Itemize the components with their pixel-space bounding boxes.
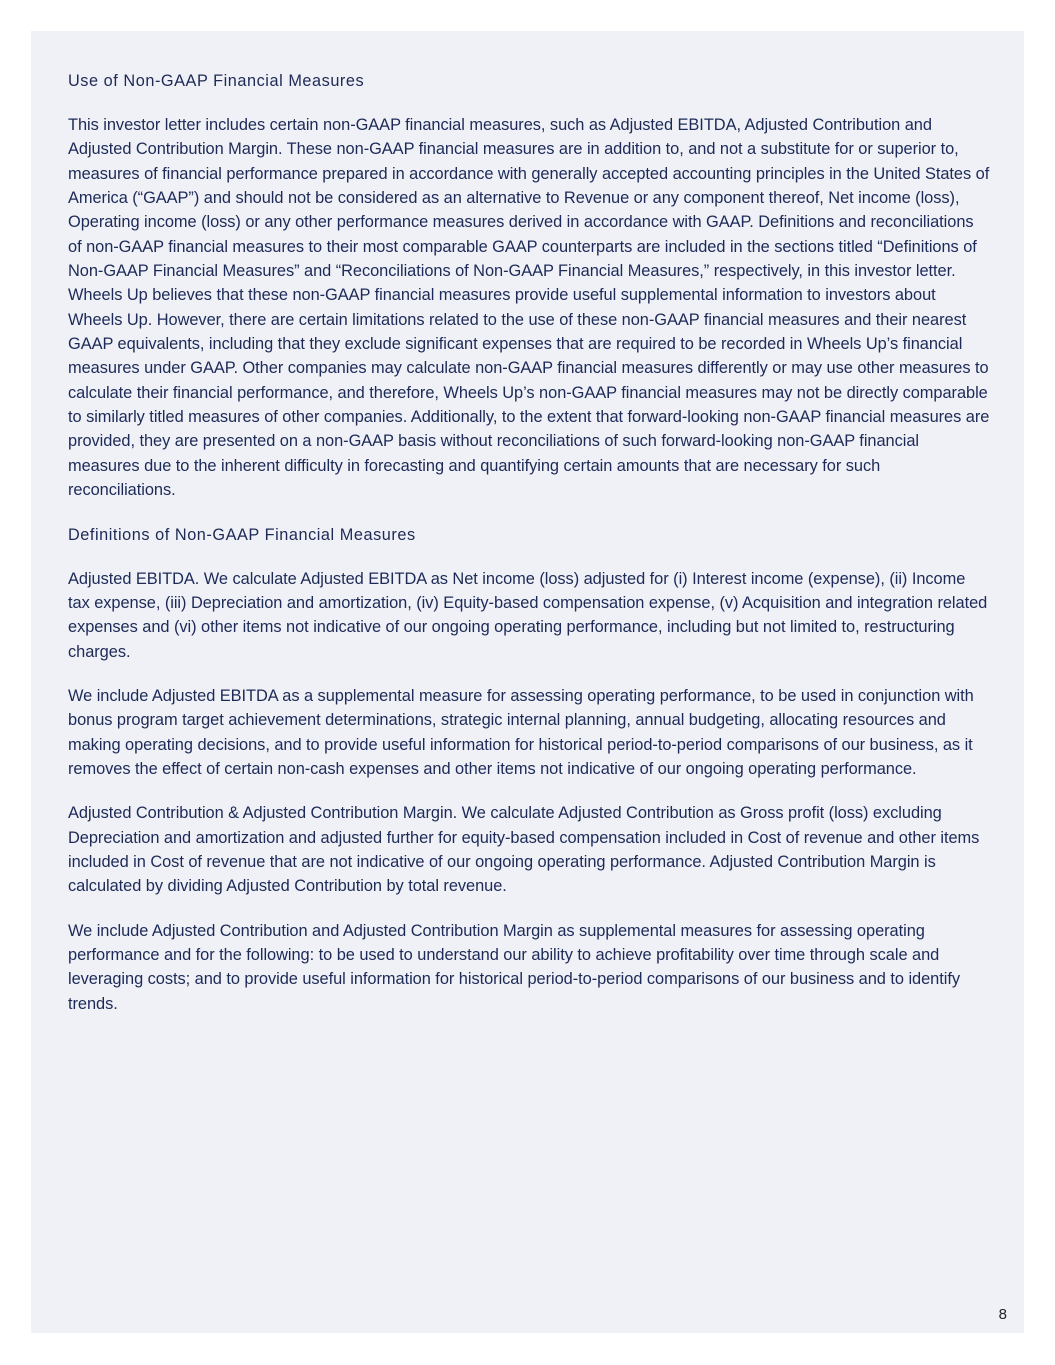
page-number: 8 — [998, 1306, 1007, 1323]
paragraph-non-gaap-overview: This investor letter includes certain non-GAAP financial measures, such as Adjusted EBITDA, Adjusted Contribution and Adjusted Contribution Margin. These non-GAAP financial measures are in addition to, and not a substitute for or superior to, measures of financial performance prepared in accordance with generally accepted accounting principles in the United States of America (“GAAP”) and should not be considered as an alternative to Revenue or any component thereof, Net income (loss), Operating income (loss) or any other performance measures derived in accordance with GAAP. Definitions and reconciliations of non-GAAP financial measures to their most comparable GAAP counterparts are included in the sections titled “Definitions of Non-GAAP Financial Measures” and “Reconciliations of Non-GAAP Financial Measures,” respectively, in this investor letter. Wheels Up believes that these non-GAAP financial measures provide useful supplemental information to investors about Wheels Up. However, there are certain limitations related to the use of these non-GAAP financial measures and their nearest GAAP equivalents, including that they exclude significant expenses that are required to be recorded in Wheels Up’s financial measures under GAAP. Other companies may calculate non-GAAP financial measures differently or may use other measures to calculate their financial performance, and therefore, Wheels Up’s non-GAAP financial measures may not be directly comparable to similarly titled measures of other companies. Additionally, to the extent that forward-looking non-GAAP financial measures are provided, they are presented on a non-GAAP basis without reconciliations of such forward-looking non-GAAP financial measures due to the inherent difficulty in forecasting and quantifying certain amounts that are necessary for such reconciliations. — [68, 116, 990, 500]
section-heading-definitions: Definitions of Non-GAAP Financial Measures — [68, 525, 416, 544]
paragraph-adjusted-contribution-definition: Adjusted Contribution & Adjusted Contribution Margin. We calculate Adjusted Contribution as Gross profit (loss) excluding Depreciation and amortization and adjusted further for equity-based compensation included in Cost of revenue and other items included in Cost of revenue that are not indicative of our ongoing operating performance. Adjusted Contribution Margin is calculated by dividing Adjusted Contribution by total revenue. — [68, 804, 980, 896]
paragraph-adjusted-contribution-usage: We include Adjusted Contribution and Adjusted Contribution Margin as supplemental measures for assessing operating performance and for the following: to be used to understand our ability to achieve profitability over time through scale and leveraging costs; and to provide useful information for historical period-to-period comparisons of our business and to identify trends. — [68, 921, 960, 1013]
document-body — [68, 69, 990, 1036]
paragraph-adjusted-ebitda-usage: We include Adjusted EBITDA as a supplemental measure for assessing operating performance, to be used in conjunction with bonus program target achievement determinations, strategic internal planning, annual budgeting, allocating resources and making operating decisions, and to provide useful information for historical period-to-period comparisons of our business, as it removes the effect of certain non-cash expenses and other items not indicative of our ongoing operating performance. — [68, 686, 974, 778]
paragraph-adjusted-ebitda-definition: Adjusted EBITDA. We calculate Adjusted EBITDA as Net income (loss) adjusted for (i) Interest income (expense), (ii) Income tax expense, (iii) Depreciation and amortization, (iv) Equity-based compensation expense, (v) Acquisition and integration related expenses and (vi) other items not indicative of our ongoing operating performance, including but not limited to, restructuring charges. — [68, 569, 988, 661]
section-heading-use-of-non-gaap: Use of Non-GAAP Financial Measures — [68, 72, 365, 90]
page-panel — [31, 31, 1024, 1333]
